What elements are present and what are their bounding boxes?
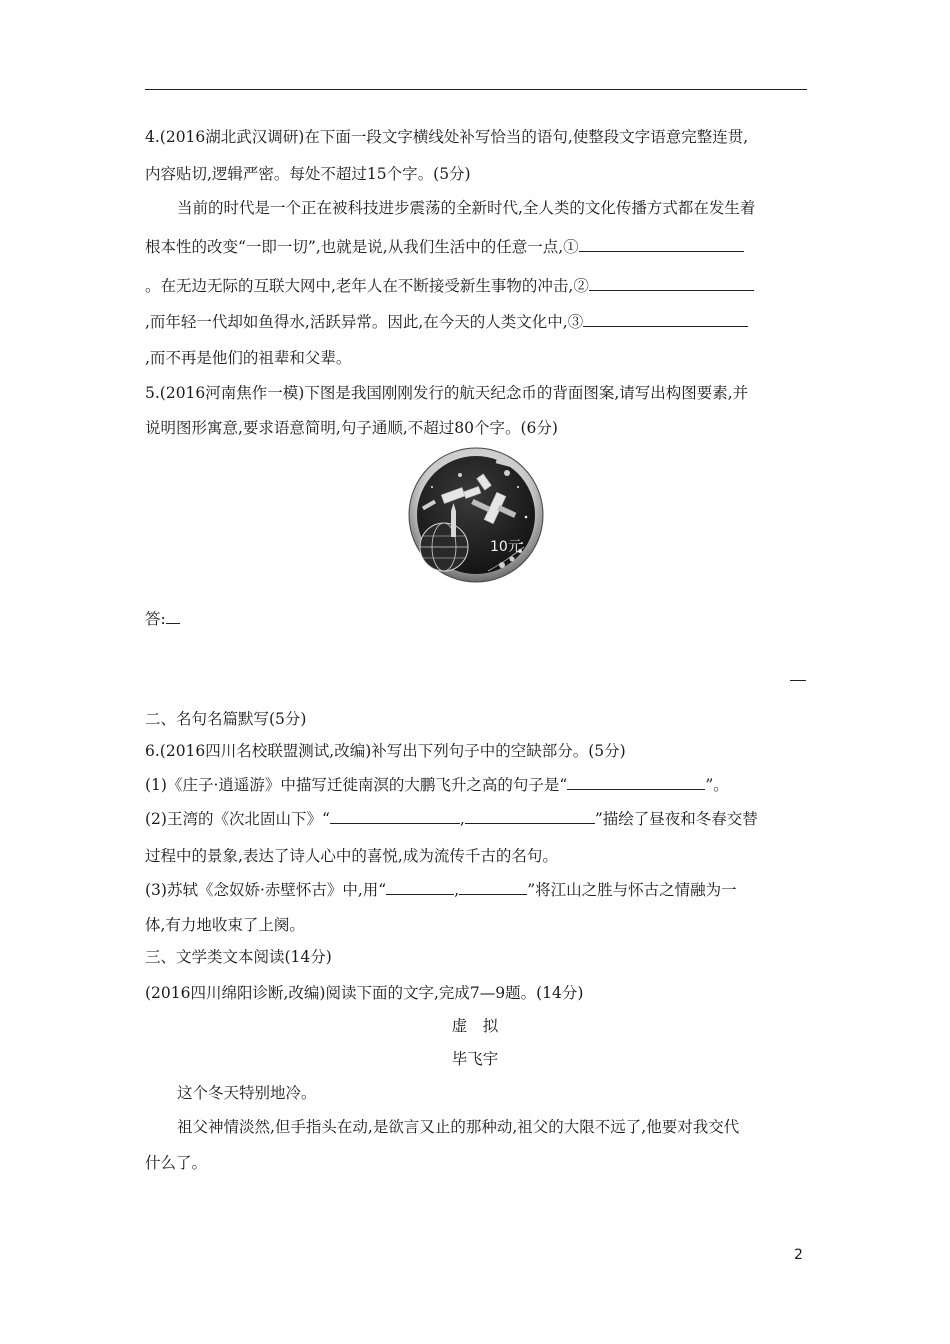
article-para2-line2: 什么了。 — [145, 1154, 208, 1172]
q6-item2 — [145, 809, 758, 829]
q6-item1-text: (1)《庄子·逍遥游》中描写迁徙南溟的大鹏飞升之高的句子是“ — [145, 776, 568, 794]
section3-intro: (2016四川绵阳诊断,改编)阅读下面的文字,完成7—9题。(14分) — [145, 984, 584, 1002]
q6-item2-cont: 过程中的景象,表达了诗人心中的喜悦,成为流传千古的名句。 — [145, 847, 558, 865]
q5-answer-label: 答: — [145, 610, 166, 628]
q4-passage-line1: 当前的时代是一个正在被科技进步震荡的全新时代,全人类的文化传播方式都在发生着 — [177, 199, 756, 217]
q6-item3-blank2[interactable] — [459, 880, 527, 895]
q5-prompt-line2: 说明图形寓意,要求语意简明,句子通顺,不超过80个字。(6分) — [145, 419, 558, 437]
q6-item1-end: ”。 — [705, 776, 729, 794]
q6-item3-text: (3)苏轼《念奴娇·赤壁怀古》中,用“ — [145, 881, 387, 899]
q4-passage-line5: ,而不再是他们的祖辈和父辈。 — [145, 349, 352, 367]
q4-passage-text3: 。在无边无际的互联大网中,老年人在不断接受新生事物的冲击,② — [145, 277, 589, 295]
q6-item2-blank1[interactable] — [330, 809, 460, 824]
q4-blank-1[interactable] — [579, 237, 744, 252]
q4-passage-line2 — [145, 237, 744, 257]
q4-blank-3[interactable] — [583, 312, 748, 327]
q4-prompt-line1: 4.(2016湖北武汉调研)在下面一段文字横线处补写恰当的语句,使整段文字语意完整连贯, — [145, 128, 749, 146]
q6-item2-end: ”描绘了昼夜和冬春交替 — [594, 810, 758, 828]
q5-answer-line — [145, 609, 180, 629]
q6-prompt: 6.(2016四川名校联盟测试,改编)补写出下列句子中的空缺部分。(5分) — [145, 742, 626, 760]
q6-item3-cont: 体,有力地收束了上阕。 — [145, 916, 305, 934]
section2-heading: 二、名句名篇默写(5分) — [145, 710, 307, 728]
q6-item3 — [145, 880, 737, 900]
q4-passage-text4: ,而年轻一代却如鱼得水,活跃异常。因此,在今天的人类文化中,③ — [145, 313, 584, 331]
q4-passage-text2: 根本性的改变“一即一切”,也就是说,从我们生活中的任意一点,① — [145, 238, 579, 256]
globe-icon — [420, 523, 468, 571]
q6-item2-blank2[interactable] — [465, 809, 595, 824]
q6-item3-end: ”将江山之胜与怀古之情融为一 — [527, 881, 737, 899]
q6-item1-blank[interactable] — [567, 775, 705, 790]
article-para1: 这个冬天特别地冷。 — [177, 1084, 317, 1102]
commemorative-coin-image — [408, 447, 544, 583]
header-rule — [145, 89, 807, 90]
coin-graphic — [408, 447, 544, 583]
q5-prompt-line1: 5.(2016河南焦作一模)下图是我国刚刚发行的航天纪念币的背面图案,请写出构图要素,并 — [145, 384, 749, 402]
coin-value-label: 10元 — [490, 539, 522, 555]
q4-blank-2[interactable] — [589, 276, 754, 291]
q6-item1 — [145, 775, 729, 795]
article-para2-line1: 祖父神情淡然,但手指头在动,是欲言又止的那种动,祖父的大限不远了,他要对我交代 — [177, 1118, 740, 1136]
q6-item2-sep: , — [459, 810, 465, 828]
q6-item3-sep: , — [454, 881, 460, 899]
q4-passage-line3 — [145, 276, 754, 296]
q6-item2-text: (2)王湾的《次北固山下》“ — [145, 810, 330, 828]
section3-heading: 三、文学类文本阅读(14分) — [145, 948, 332, 966]
article-author: 毕飞宇 — [451, 1050, 499, 1068]
page-number: 2 — [794, 1247, 803, 1263]
q5-answer-end-blank[interactable] — [790, 680, 806, 681]
q5-answer-blank[interactable] — [166, 609, 180, 624]
q6-item3-blank1[interactable] — [386, 880, 454, 895]
q4-passage-line4 — [145, 312, 748, 332]
q4-prompt-line2: 内容贴切,逻辑严密。每处不超过15个字。(5分) — [145, 165, 471, 183]
article-title: 虚 拟 — [451, 1017, 499, 1035]
